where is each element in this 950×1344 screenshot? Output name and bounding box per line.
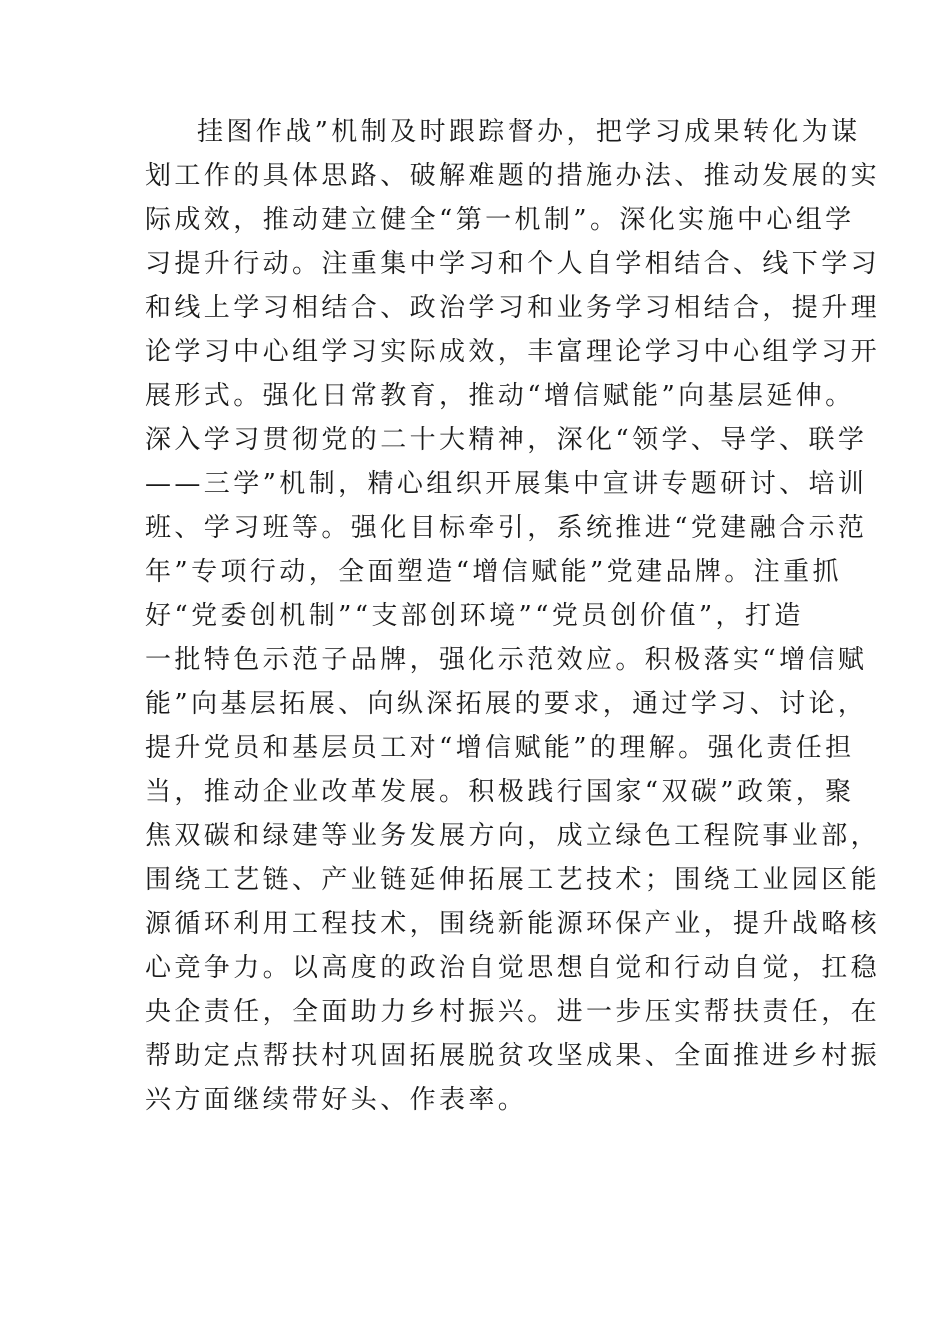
- text-line: 好“党委创机制”“支部创环境”“党员创价值”，打造: [145, 601, 804, 631]
- text-line: 帮助定点帮扶村巩固拓展脱贫攻坚成果、全面推进乡村振: [145, 1041, 881, 1071]
- text-line: 习提升行动。注重集中学习和个人自学相结合、线下学习: [145, 249, 881, 279]
- text-line: 深入学习贯彻党的二十大精神，深化“领学、导学、联学: [145, 425, 868, 455]
- text-line: 际成效，推动建立健全“第一机制”。深化实施中心组学: [145, 205, 855, 235]
- text-line: 和线上学习相结合、政治学习和业务学习相结合，提升理: [145, 293, 881, 323]
- body-paragraph: [145, 110, 881, 1122]
- text-line: 挂图作战”机制及时跟踪督办，把学习成果转化为谋: [197, 117, 861, 147]
- text-line: 提升党员和基层员工对“增信赋能”的理解。强化责任担: [145, 733, 855, 763]
- text-line: ——三学”机制，精心组织开展集中宣讲专题研讨、培训: [145, 469, 868, 499]
- text-line: 展形式。强化日常教育，推动“增信赋能”向基层延伸。: [145, 381, 855, 411]
- text-line: 兴方面继续带好头、作表率。: [145, 1085, 528, 1115]
- text-line: 围绕工艺链、产业链延伸拓展工艺技术；围绕工业园区能: [145, 865, 881, 895]
- text-line: 年”专项行动，全面塑造“增信赋能”党建品牌。注重抓: [145, 557, 842, 587]
- text-line: 央企责任，全面助力乡村振兴。进一步压实帮扶责任，在: [145, 997, 881, 1027]
- text-line: 当，推动企业改革发展。积极践行国家“双碳”政策，聚: [145, 777, 855, 807]
- text-line: 一批特色示范子品牌，强化示范效应。积极落实“增信赋: [145, 645, 868, 675]
- text-line: 划工作的具体思路、破解难题的措施办法、推动发展的实: [145, 161, 881, 191]
- text-line: 焦双碳和绿建等业务发展方向，成立绿色工程院事业部，: [145, 821, 881, 851]
- text-line: 能”向基层拓展、向纵深拓展的要求，通过学习、讨论，: [145, 689, 868, 719]
- text-line: 源循环利用工程技术，围绕新能源环保产业，提升战略核: [145, 909, 881, 939]
- text-line: 论学习中心组学习实际成效，丰富理论学习中心组学习开: [145, 337, 881, 367]
- text-line: 心竞争力。以高度的政治自觉思想自觉和行动自觉，扛稳: [145, 953, 881, 983]
- text-line: 班、学习班等。强化目标牵引，系统推进“党建融合示范: [145, 513, 868, 543]
